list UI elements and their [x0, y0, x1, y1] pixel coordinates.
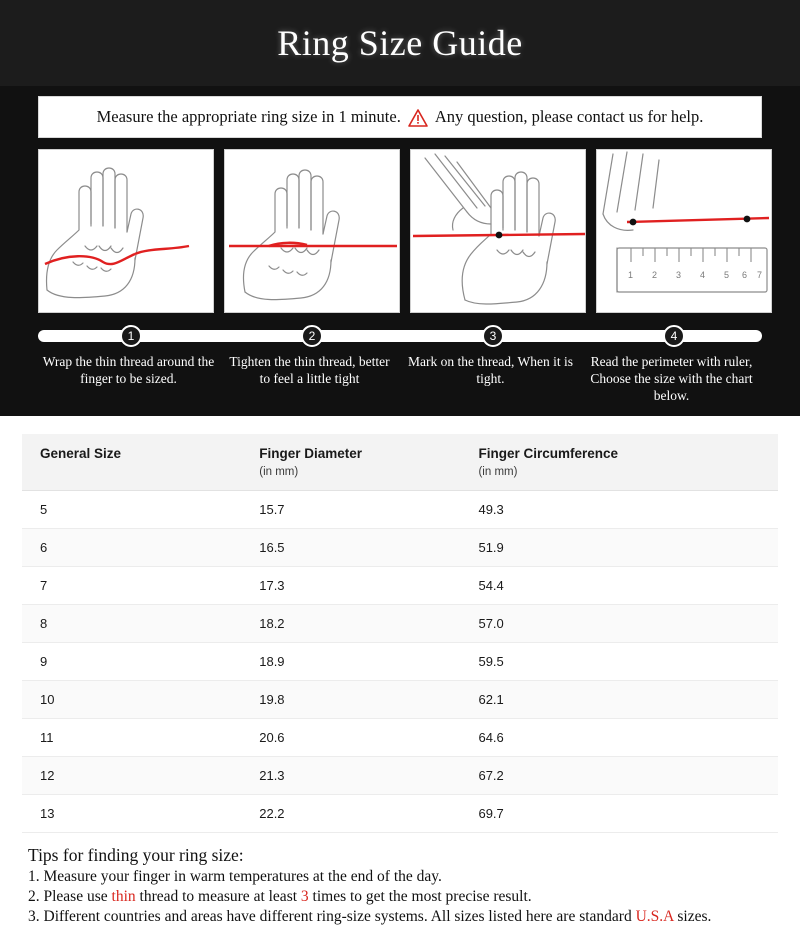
cell-finger-diameter: 17.3	[241, 567, 460, 605]
step-progress-bar	[38, 325, 762, 347]
column-header-finger-diameter	[241, 434, 460, 491]
table-row	[22, 643, 778, 681]
cell-finger-diameter: 16.5	[241, 529, 460, 567]
step-caption-3: Mark on the thread, When it is tight.	[407, 354, 574, 386]
notice-text-before: Measure the appropriate ring size in 1 minute.	[96, 107, 401, 126]
cell-finger-circumference: 64.6	[460, 719, 778, 757]
ring-size-table	[22, 434, 778, 833]
cell-general-size: 9	[22, 643, 241, 681]
tips-line-2-highlight-times: 3	[300, 888, 309, 905]
table-row	[22, 681, 778, 719]
column-title: General Size	[40, 446, 122, 461]
cell-general-size: 11	[22, 719, 241, 757]
tips-section	[0, 833, 800, 937]
step-number: 2	[308, 329, 316, 343]
cell-general-size: 10	[22, 681, 241, 719]
tips-line-3-highlight-usa: U.S.A	[635, 908, 674, 925]
hand-with-thread-illustration	[38, 149, 214, 313]
cell-finger-diameter: 20.6	[241, 719, 460, 757]
column-header-finger-circumference	[460, 434, 778, 491]
warning-triangle-icon	[408, 109, 428, 127]
tips-title: Tips for finding your ring size:	[28, 845, 244, 865]
ruler-mark-2: 2	[652, 270, 658, 280]
tips-line-3-part-a: 3. Different countries and areas have different ring-size systems. All sizes listed here are standard	[28, 908, 636, 925]
step-dot-1	[120, 325, 142, 347]
instructions-section	[0, 86, 800, 416]
step-dot-4	[663, 325, 685, 347]
column-subtitle: (in mm)	[259, 466, 299, 478]
table-row	[22, 491, 778, 529]
cell-general-size: 6	[22, 529, 241, 567]
column-title: Finger Diameter	[259, 446, 363, 461]
illustration-panels	[38, 149, 762, 313]
tips-line-2-highlight-thin: thin	[111, 888, 136, 905]
hand-tighten-thread-illustration	[224, 149, 400, 313]
cell-finger-circumference: 54.4	[460, 567, 778, 605]
cell-general-size: 8	[22, 605, 241, 643]
column-subtitle: (in mm)	[478, 466, 518, 478]
cell-finger-circumference: 67.2	[460, 757, 778, 795]
ruler-measure-illustration	[596, 149, 772, 313]
column-title: Finger Circumference	[478, 446, 619, 461]
step-number: 4	[670, 329, 678, 343]
table-row	[22, 605, 778, 643]
step-caption-4: Read the perimeter with ruler, Choose the size with the chart below.	[590, 354, 753, 403]
tips-line-2-part-b: thread to measure at least	[135, 888, 301, 905]
tips-line-2-part-c: times to get the most precise result.	[308, 888, 532, 905]
hand-mark-thread-illustration	[410, 149, 586, 313]
size-table-section	[0, 416, 800, 833]
cell-finger-diameter: 19.8	[241, 681, 460, 719]
ruler-mark-3: 3	[676, 270, 682, 280]
tips-line-2-part-a: 2. Please use	[28, 888, 112, 905]
notice-text-after: Any question, please contact us for help.	[434, 107, 704, 126]
cell-finger-diameter: 15.7	[241, 491, 460, 529]
cell-finger-circumference: 59.5	[460, 643, 778, 681]
step-caption-2: Tighten the thin thread, better to feel a little tight	[229, 354, 390, 386]
step-captions	[38, 353, 762, 404]
table-row	[22, 757, 778, 795]
ruler-mark-5: 5	[724, 270, 730, 280]
page-header	[0, 0, 800, 86]
tips-line-1: 1. Measure your finger in warm temperatures at the end of the day.	[28, 868, 442, 885]
cell-finger-diameter: 18.2	[241, 605, 460, 643]
cell-general-size: 12	[22, 757, 241, 795]
table-row	[22, 719, 778, 757]
tips-line-3-part-b: sizes.	[673, 908, 712, 925]
cell-finger-circumference: 49.3	[460, 491, 778, 529]
table-row	[22, 795, 778, 833]
step-number: 1	[127, 329, 135, 343]
table-header	[22, 434, 778, 491]
table-body	[22, 491, 778, 833]
cell-finger-diameter: 18.9	[241, 643, 460, 681]
step-bar-track	[38, 330, 762, 342]
page-title: Ring Size Guide	[277, 23, 523, 63]
column-header-general-size	[22, 434, 241, 491]
table-row	[22, 567, 778, 605]
cell-general-size: 13	[22, 795, 241, 833]
cell-finger-circumference: 57.0	[460, 605, 778, 643]
cell-finger-circumference: 69.7	[460, 795, 778, 833]
tips-line-3	[28, 907, 778, 927]
step-caption-1: Wrap the thin thread around the finger to be sized.	[42, 354, 215, 386]
cell-finger-diameter: 21.3	[241, 757, 460, 795]
cell-finger-circumference: 51.9	[460, 529, 778, 567]
ruler-mark-6: 6	[742, 270, 748, 280]
cell-general-size: 5	[22, 491, 241, 529]
step-dot-2	[301, 325, 323, 347]
tips-line-2	[28, 887, 778, 907]
table-header-row	[22, 434, 778, 491]
notice-banner	[38, 96, 762, 138]
ruler-mark-4: 4	[700, 270, 706, 280]
ruler-mark-1: 1	[628, 270, 634, 280]
cell-finger-diameter: 22.2	[241, 795, 460, 833]
step-number: 3	[489, 329, 497, 343]
step-dot-3	[482, 325, 504, 347]
cell-general-size: 7	[22, 567, 241, 605]
cell-finger-circumference: 62.1	[460, 681, 778, 719]
table-row	[22, 529, 778, 567]
ruler-mark-7: 7	[757, 270, 763, 280]
